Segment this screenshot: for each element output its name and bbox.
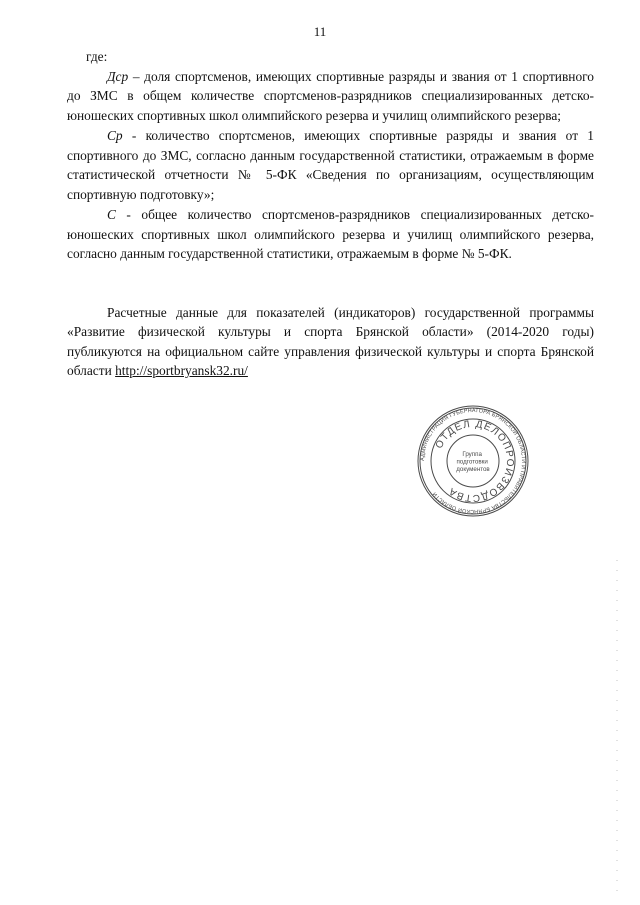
definition-dash: -: [115, 207, 142, 222]
definition-text: количество спортсменов, имеющих спортивные разряды и звания от 1 спортивного до ЗМС, согласно данным государственной статистики, отражаемым в форме статистической отчетности № 5-ФК «Сведения по организациям, осуществляющим спортивную подготовку»;: [67, 128, 594, 202]
page-number: 11: [313, 24, 327, 39]
definition-sr: [67, 126, 594, 204]
stamp-outer-text: АДМИНИСТРАЦИЯ ГУБЕРНАТОРА БРЯНСКОЙ ОБЛАСТИ И ПРАВИТЕЛЬСТВА БРЯНСКОЙ ОБЛАСТИ: [419, 407, 527, 515]
where-label: где:: [86, 49, 108, 64]
definition-term: Дср: [107, 68, 129, 84]
definition-dsr: [67, 67, 594, 126]
document-body: [67, 47, 594, 381]
stamp-center-text: Группа подготовки документов: [456, 451, 490, 473]
definition-text: общее количество спортсменов-разрядников специализированных детско-юношеских спортивных школ олимпийского резерва и училищ олимпийского резерва, согласно данным государственной статистики, отражаемым в форме № 5-ФК.: [67, 207, 595, 261]
summary-text: Расчетные данные для показателей (индикаторов) государственной программы «Развитие физической культуры и спорта Брянской области» (2014-2020 годы) публикуются на официальном сайте управления физической культуры и спорта Брянской области: [67, 304, 594, 378]
website-link[interactable]: http://sportbryansk32.ru/: [115, 363, 248, 378]
stamp-ring-text: ОТДЕЛ ДЕЛОПРОИЗВОДСТВА: [433, 418, 516, 504]
definition-dash: –: [128, 68, 145, 84]
definition-dash: -: [122, 128, 146, 143]
definition-term: С: [107, 207, 116, 222]
summary-paragraph: [67, 303, 594, 381]
official-stamp: [417, 405, 529, 517]
scan-margin-dots: [616, 560, 618, 900]
definition-text: доля спортсменов, имеющих спортивные разряды и звания от 1 спортивного до ЗМС в общем количестве спортсменов-разрядников специализированных детско-юношеских спортивных школ олимпийского резерва и училищ олимпийского резерва;: [67, 68, 595, 123]
definition-term: Ср: [107, 128, 123, 143]
definition-s: [67, 205, 594, 264]
